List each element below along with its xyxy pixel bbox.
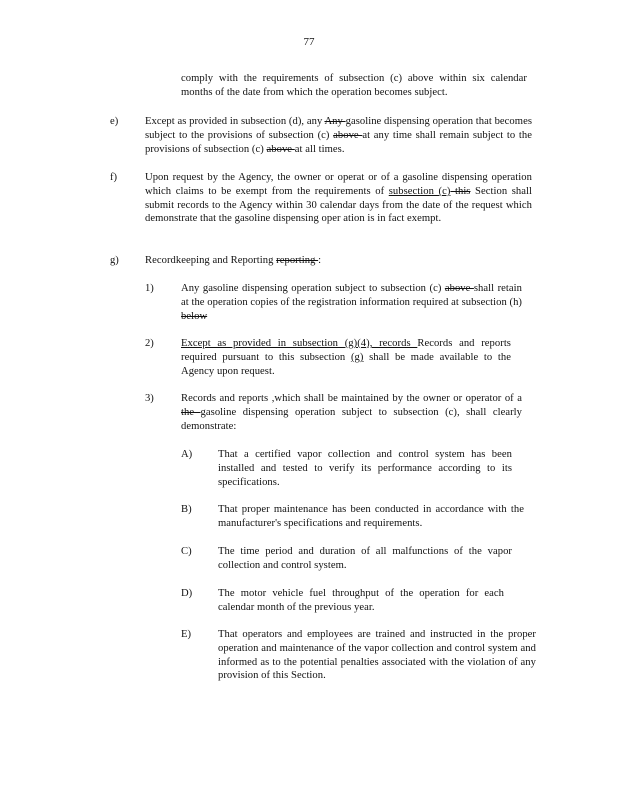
heading-g-text-2: :	[318, 255, 322, 266]
paragraph-e	[145, 115, 532, 156]
subitem-label-a: A)	[181, 449, 193, 460]
paragraph-g2-text-1: Records and reports required pursuant to this subsection	[181, 338, 511, 363]
item-label-e: e)	[110, 116, 119, 127]
subitem-text-e: That operators and employees are trained and instructed in the proper operation and maintenance of the vapor collection and control system and informed as to the potential penalties associated with the violation of any provision of this Section.	[218, 629, 536, 682]
paragraph-e-deletion-1: Any	[324, 116, 346, 127]
paragraph-g1-deletion-2: below	[181, 310, 208, 322]
heading-g	[145, 254, 445, 268]
paragraph-g3	[181, 392, 522, 433]
heading-g-text-1: Recordkeeping and Reporting	[145, 255, 277, 266]
paragraph-g2-insertion-2: (g)	[350, 351, 364, 363]
paragraph-f-text-2: Section shall submit records to the Agency within 30 calendar days from the date of the request which demonstrate that the gasoline dispensing oper ation is in fact exempt.	[145, 185, 532, 225]
paragraph-e-deletion-3: above	[266, 143, 295, 155]
subitem-label-e: E)	[181, 629, 191, 640]
paragraph-g1-deletion-1: above	[444, 283, 474, 294]
item-label-g3: 3)	[145, 393, 154, 404]
paragraph-g1-text-2: shall retain at the operation copies of the registration information required at subsection (h)	[181, 283, 523, 308]
paragraph-g3-text-2: gasoline dispensing operation subject to subsection (c), shall clearly demonstrate:	[181, 406, 522, 432]
intro-paragraph: comply with the requirements of subsection (c) above within six calendar months of the date from which the operation becomes subject.	[181, 73, 527, 98]
paragraph-g1	[181, 282, 522, 323]
paragraph-g2	[181, 337, 511, 378]
page-number: 77	[303, 36, 315, 48]
item-label-g1: 1)	[145, 283, 154, 294]
paragraph-e-deletion-2: above	[333, 129, 363, 141]
paragraph-g3-deletion-1: the	[181, 406, 201, 418]
item-label-g: g)	[110, 255, 119, 266]
paragraph-e-text-1: Except as provided in subsection (d), any	[145, 116, 325, 127]
paragraph-f-insertion-1: subsection (c)	[388, 185, 451, 197]
paragraph-g1-text-1: Any gasoline dispensing operation subject to subsection (c)	[181, 283, 445, 294]
paragraph-g2-text-2: shall be made available to the Agency upon request.	[181, 351, 511, 377]
paragraph-e-text-3: at any time shall remain subject to the provisions of subsection (c)	[145, 129, 532, 155]
subitem-text-b: That proper maintenance has been conducted in accordance with the manufacturer's specifications and requirements.	[218, 504, 524, 529]
subitem-text-d: The motor vehicle fuel throughput of the operation for each calendar month of the previous year.	[218, 588, 504, 613]
paragraph-f	[145, 171, 532, 226]
paragraph-e-text-2: gasoline dispensing operation that becomes subject to the provisions of subsection (c)	[145, 116, 532, 141]
subitem-text-a: That a certified vapor collection and control system has been installed and tested to verify its performance according to its specifications.	[218, 449, 512, 488]
item-label-f: f)	[110, 172, 118, 183]
paragraph-g3-text-1: Records and reports ,which shall be maintained by the owner or operator of a	[181, 393, 522, 404]
subitem-label-d: D)	[181, 588, 193, 599]
subitem-label-c: C)	[181, 546, 192, 557]
subitem-label-b: B)	[181, 504, 192, 515]
heading-g-deletion-1: reporting	[276, 255, 319, 266]
paragraph-f-deletion-1: this	[450, 185, 471, 197]
paragraph-f-text-1: Upon request by the Agency, the owner or operat or of a gasoline dispensing operation which claims to be exempt from the requirements of	[145, 172, 532, 197]
paragraph-g2-insertion-1: Except as provided in subsection (g)(4), records	[181, 338, 418, 349]
subitem-text-c: The time period and duration of all malfunctions of the vapor collection and control system.	[218, 546, 512, 571]
paragraph-e-text-4: at all times.	[294, 143, 345, 155]
item-label-g2: 2)	[145, 338, 154, 349]
